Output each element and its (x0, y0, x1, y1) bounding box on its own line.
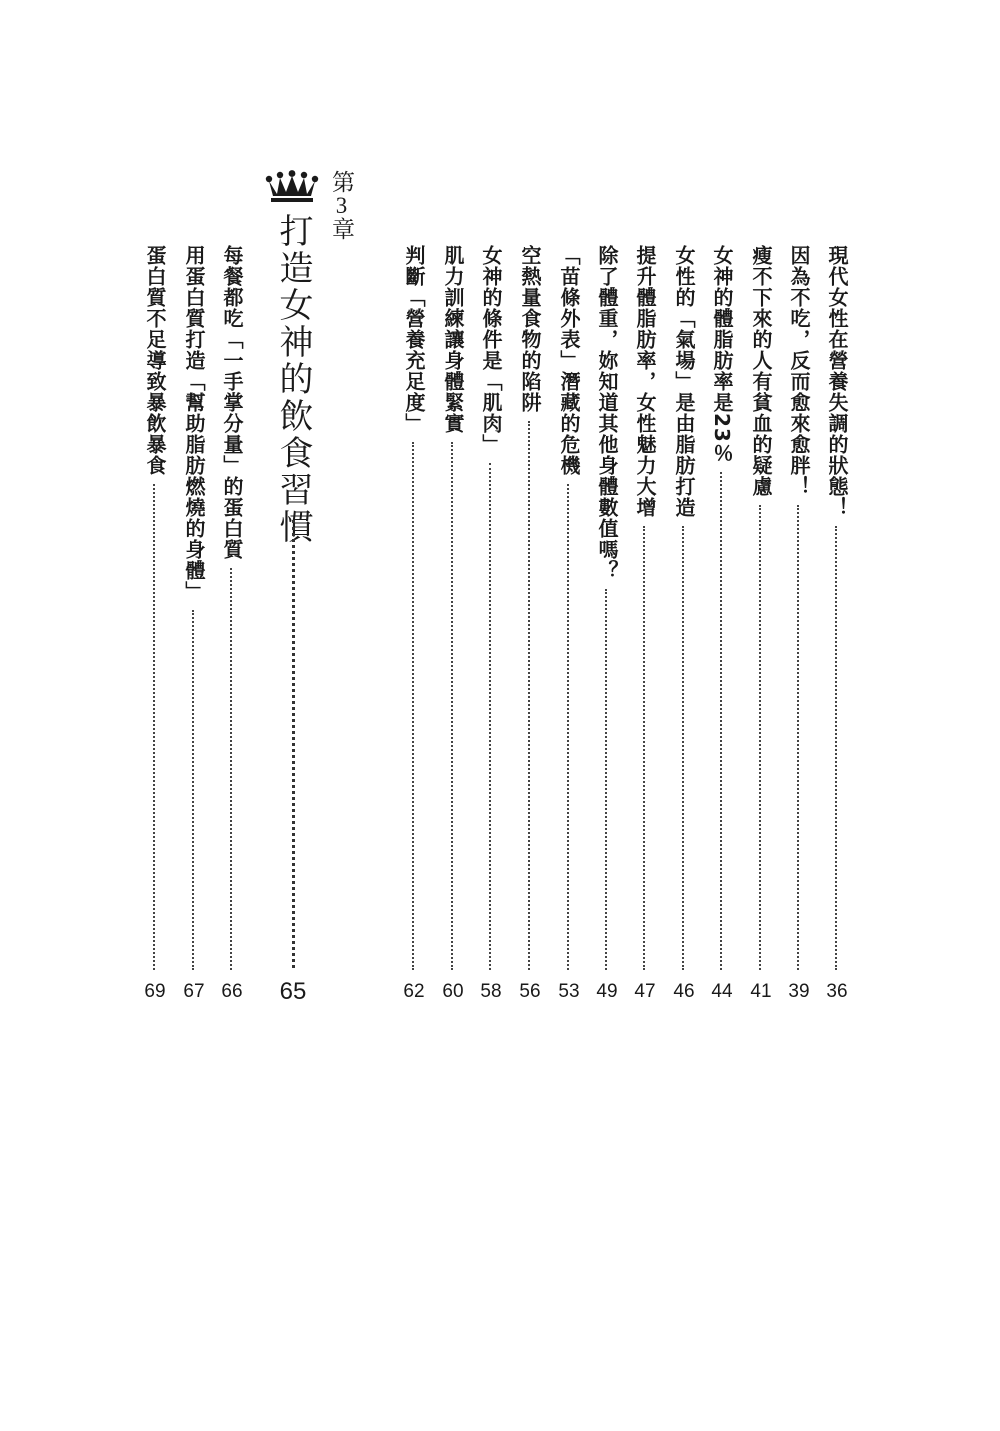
chapter-leader-dots (292, 520, 295, 968)
toc-entry[interactable] (436, 245, 470, 1006)
toc-entry-title: 判斷「營養充足度」 (402, 245, 426, 434)
toc-leader-dots (567, 484, 569, 970)
toc-entry-page-number: 49 (596, 981, 618, 1002)
toc-leader-dots (412, 442, 414, 970)
toc-leader-dots (835, 526, 837, 970)
toc-leader-dots (230, 568, 232, 970)
toc-leader-dots (759, 505, 761, 970)
toc-leader-dots (489, 463, 491, 970)
toc-entry-title: 現代女性在營養失調的狀態！ (825, 245, 849, 518)
toc-entry[interactable] (705, 245, 739, 1006)
toc-entry[interactable] (474, 245, 508, 1006)
toc-entry-title: 空熱量食物的陷阱 (518, 245, 542, 413)
toc-entry-page-number: 66 (221, 981, 243, 1002)
toc-entry-title: 蛋白質不足導致暴飲暴食 (143, 245, 167, 476)
chapter-label: 第3章 (328, 170, 354, 241)
toc-entry[interactable] (628, 245, 662, 1006)
toc-entry-page-number: 39 (788, 981, 810, 1002)
toc-entry-title: 「苗條外表」潛藏的危機 (557, 245, 581, 476)
toc-entry-page-number: 47 (634, 981, 656, 1002)
toc-leader-dots (528, 421, 530, 970)
toc-leader-dots (451, 442, 453, 970)
toc-entry-title: 每餐都吃「一手掌分量」的蛋白質 (220, 245, 244, 560)
toc-entry[interactable] (215, 245, 249, 1006)
chapter-title: 打造女神的飲食習慣 (273, 213, 313, 546)
toc-leader-dots (192, 610, 194, 970)
toc-entry[interactable] (820, 245, 854, 1006)
toc-leader-dots (153, 484, 155, 970)
toc-entry[interactable] (782, 245, 816, 1006)
toc-entry-page-number: 62 (403, 981, 425, 1002)
toc-entry[interactable] (552, 245, 586, 1006)
toc-entry-page-number: 58 (480, 981, 502, 1002)
toc-entry-page-number: 67 (183, 981, 205, 1002)
toc-leader-dots (720, 472, 722, 970)
toc-leader-dots (682, 526, 684, 970)
chapter-page-number: 65 (279, 978, 307, 1005)
toc-entry-page-number: 56 (519, 981, 541, 1002)
toc-entry-page-number: 41 (750, 981, 772, 1002)
toc-entry-title: 除了體重，妳知道其他身體數值嗎？ (595, 245, 619, 581)
toc-leader-dots (643, 526, 645, 970)
toc-entry-title: 用蛋白質打造「幫助脂肪燃燒的身體」 (182, 245, 206, 602)
toc-entry-page-number: 53 (558, 981, 580, 1002)
toc-entry-page-number: 36 (826, 981, 848, 1002)
crown-icon (265, 170, 319, 204)
toc-entry-title: 女神的體脂肪率是23％ (710, 245, 734, 464)
toc-entry[interactable] (513, 245, 547, 1006)
toc-leader-dots (797, 505, 799, 970)
toc-entry[interactable] (590, 245, 624, 1006)
toc-entry-page-number: 60 (442, 981, 464, 1002)
toc-entry[interactable] (667, 245, 701, 1006)
toc-leader-dots (605, 589, 607, 970)
toc-entry[interactable] (397, 245, 431, 1006)
toc-entry[interactable] (177, 245, 211, 1006)
toc-entry[interactable] (138, 245, 172, 1006)
toc-entry-title: 肌力訓練讓身體緊實 (441, 245, 465, 434)
toc-entry-page-number: 44 (711, 981, 733, 1002)
toc-entry[interactable] (744, 245, 778, 1006)
toc-entry-title: 瘦不下來的人有貧血的疑慮 (749, 245, 773, 497)
toc-entry-title: 女性的「氣場」是由脂肪打造 (672, 245, 696, 518)
toc-entry-page-number: 46 (673, 981, 695, 1002)
toc-entry-title: 提升體脂肪率，女性魅力大增 (633, 245, 657, 518)
toc-entry-title: 女神的條件是「肌肉」 (479, 245, 503, 455)
toc-entry-page-number: 69 (144, 981, 166, 1002)
toc-entry-title: 因為不吃，反而愈來愈胖！ (787, 245, 811, 497)
